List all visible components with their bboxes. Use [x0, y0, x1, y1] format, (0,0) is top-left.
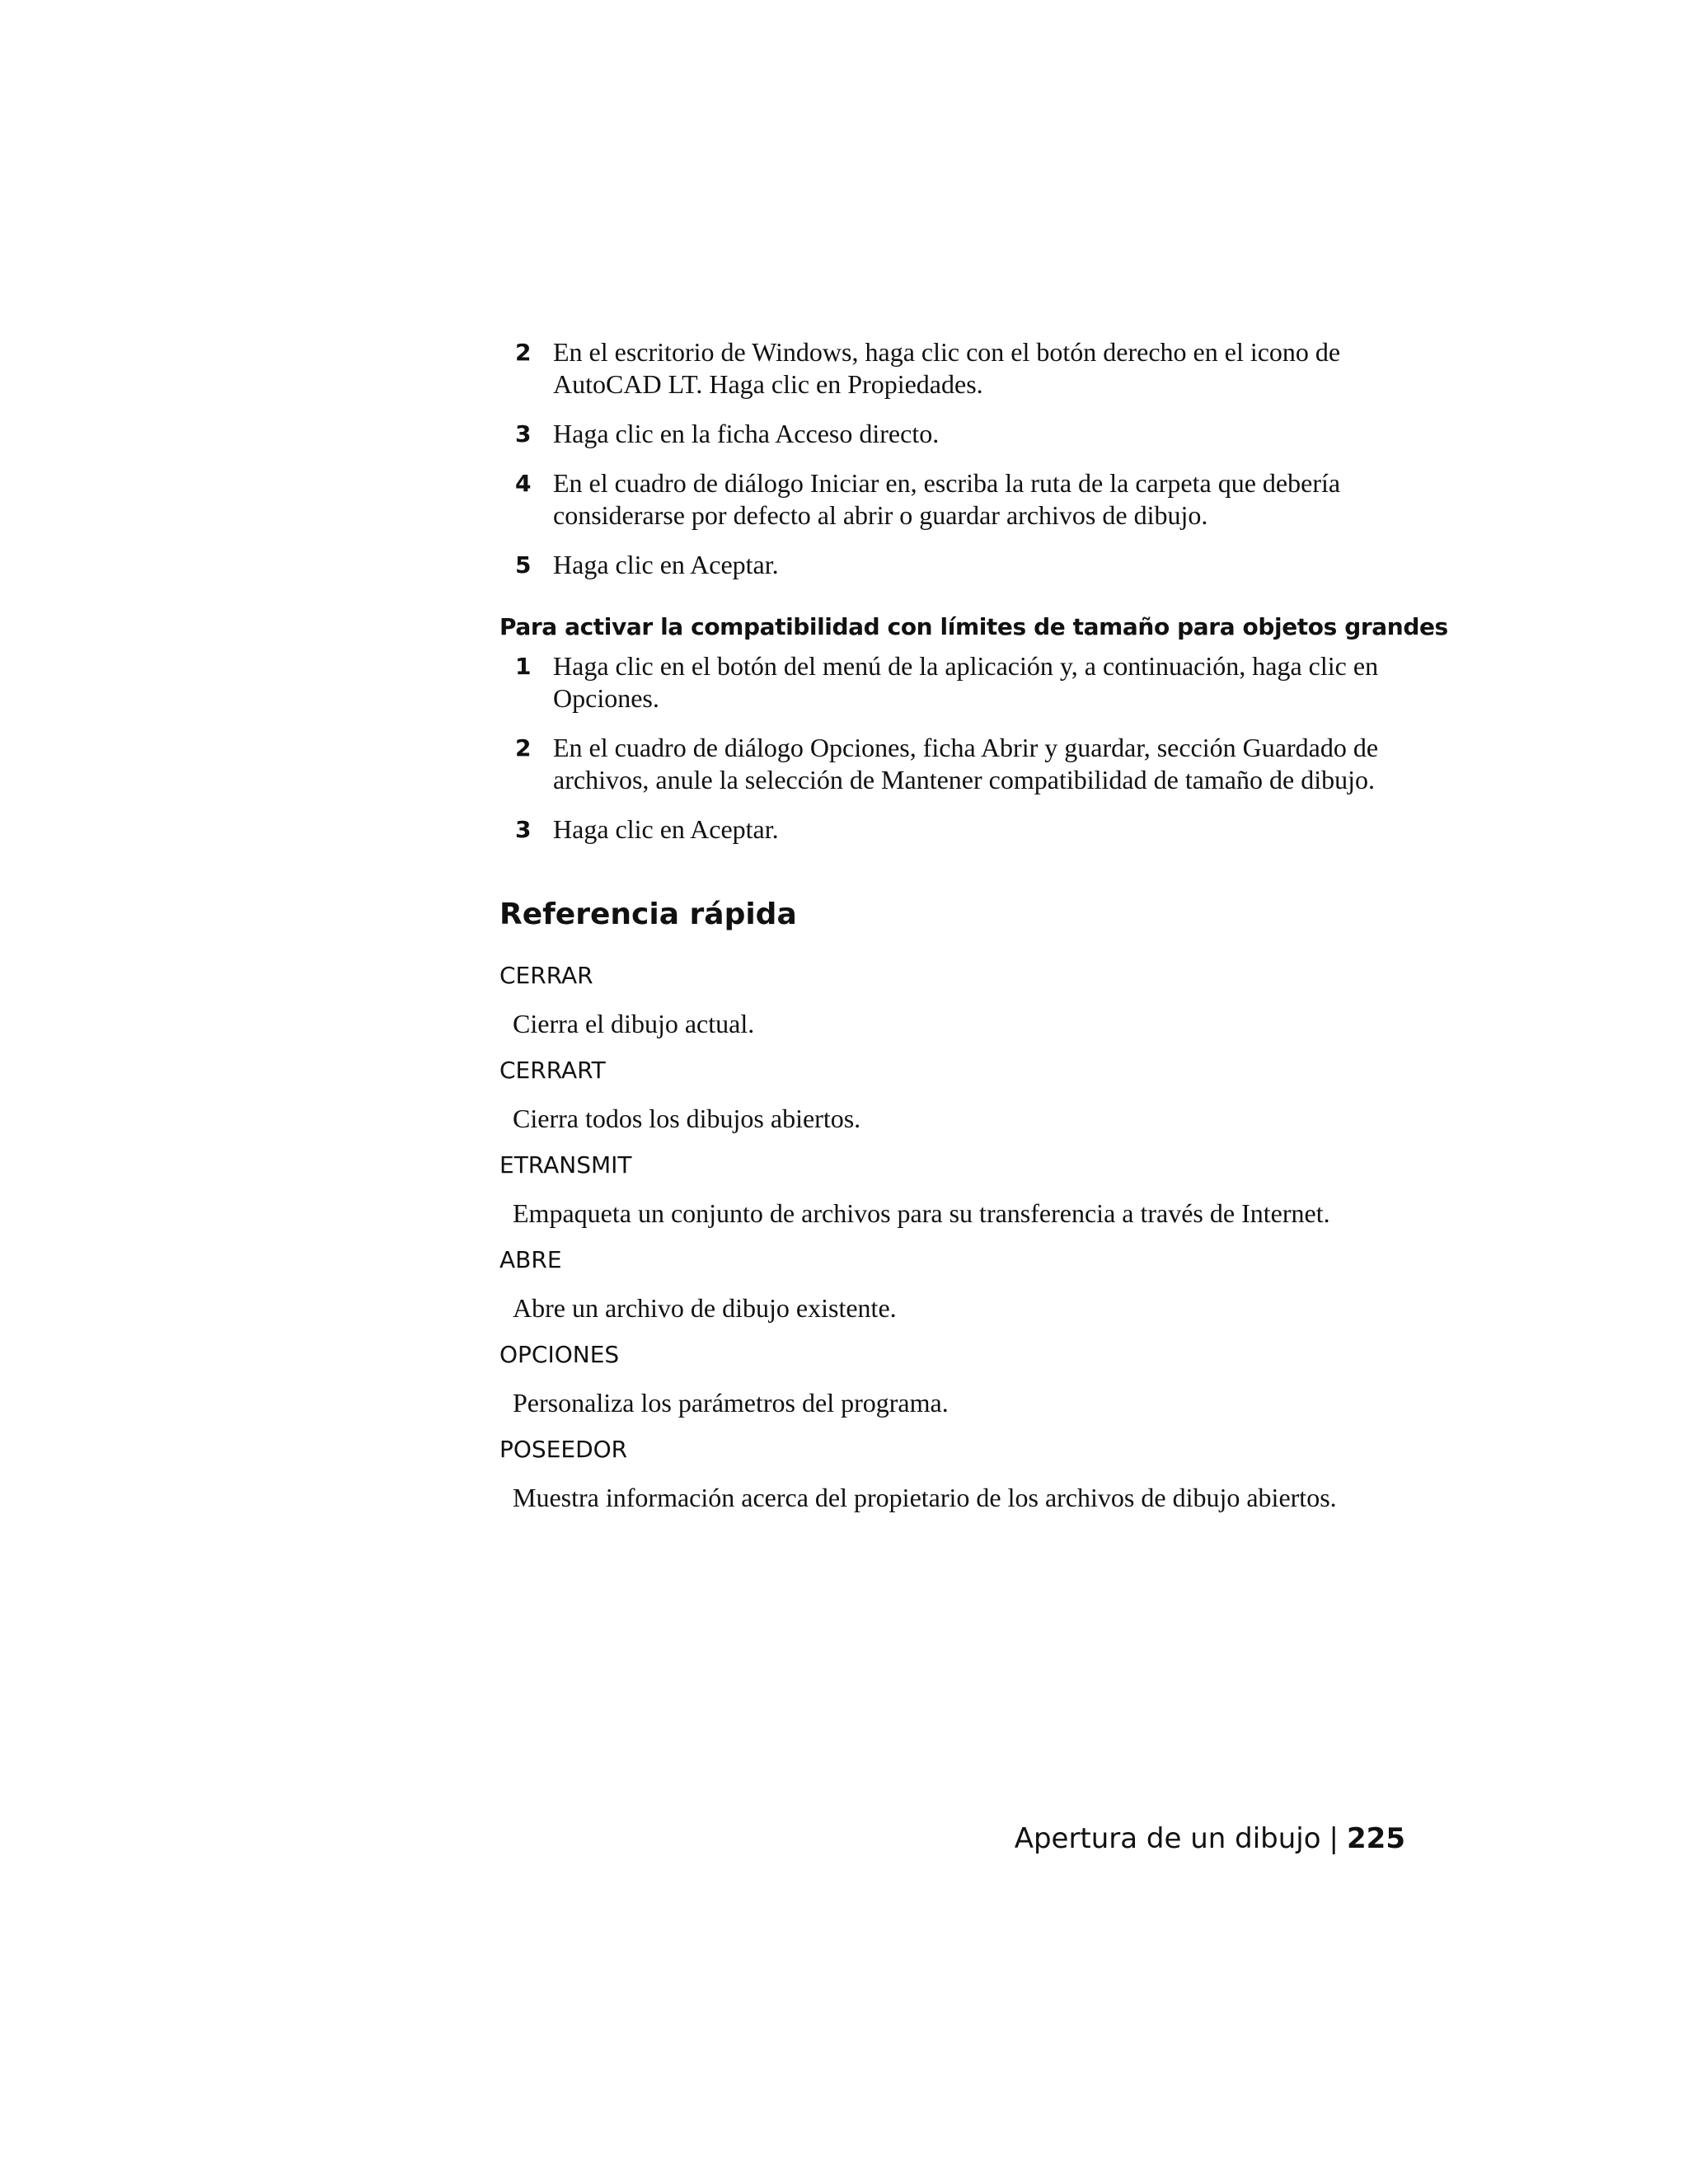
page-number: 225	[1347, 1822, 1405, 1855]
step-number: 2	[515, 734, 532, 762]
quick-reference-list	[499, 961, 1406, 1514]
list-item	[499, 467, 1406, 532]
list-item	[499, 813, 1406, 846]
step-number: 1	[515, 653, 532, 680]
step-text: Haga clic en el botón del menú de la aplicación y, a continuación, haga clic en Opciones.	[553, 651, 1379, 713]
step-number: 5	[515, 551, 532, 579]
step-number: 3	[515, 816, 532, 843]
step-list-2	[499, 650, 1406, 846]
footer-separator: |	[1329, 1822, 1339, 1855]
command-name: POSEEDOR	[499, 1436, 628, 1463]
list-item	[499, 650, 1406, 715]
command-name: ABRE	[499, 1246, 562, 1273]
command-name: OPCIONES	[499, 1341, 620, 1368]
step-list-1	[499, 336, 1406, 581]
step-number: 2	[515, 339, 532, 366]
step-number: 3	[515, 420, 532, 448]
list-item	[499, 549, 1406, 581]
command-description: Empaqueta un conjunto de archivos para su transferencia a través de Internet.	[513, 1198, 1330, 1228]
page-content	[499, 336, 1448, 1530]
step-number: 4	[515, 470, 532, 497]
page-footer	[1015, 1821, 1405, 1856]
step-text: Haga clic en la ficha Acceso directo.	[553, 419, 940, 448]
step-text: En el cuadro de diálogo Opciones, ficha Abrir y guardar, sección Guardado de archivos, anule la selección de Mantener compatibilidad de tamaño de dibujo.	[553, 733, 1379, 794]
list-item	[499, 418, 1406, 450]
command-description: Muestra información acerca del propietario de los archivos de dibujo abiertos.	[513, 1483, 1337, 1512]
command-description: Abre un archivo de dibujo existente.	[513, 1293, 897, 1323]
command-name: ETRANSMIT	[499, 1151, 632, 1179]
footer-chapter-title: Apertura de un dibujo	[1014, 1822, 1321, 1855]
list-item	[499, 732, 1406, 796]
command-name: CERRAR	[499, 962, 593, 989]
command-name: CERRART	[499, 1057, 606, 1084]
quick-reference-title: Referencia rápida	[499, 898, 797, 931]
step-text: Haga clic en Aceptar.	[553, 814, 779, 844]
list-item	[499, 336, 1406, 401]
command-description: Personaliza los parámetros del programa.	[513, 1388, 949, 1418]
procedure-heading: Para activar la compatibilidad con límites de tamaño para objetos grandes	[499, 613, 1448, 640]
step-text: En el cuadro de diálogo Iniciar en, escriba la ruta de la carpeta que debería considerarse por defecto al abrir o guardar archivos de dibujo.	[553, 468, 1341, 530]
step-text: En el escritorio de Windows, haga clic con el botón derecho en el icono de AutoCAD LT. Haga clic en Propiedades.	[553, 337, 1341, 399]
step-text: Haga clic en Aceptar.	[553, 550, 779, 579]
command-description: Cierra todos los dibujos abiertos.	[513, 1104, 861, 1133]
command-description: Cierra el dibujo actual.	[513, 1009, 755, 1038]
